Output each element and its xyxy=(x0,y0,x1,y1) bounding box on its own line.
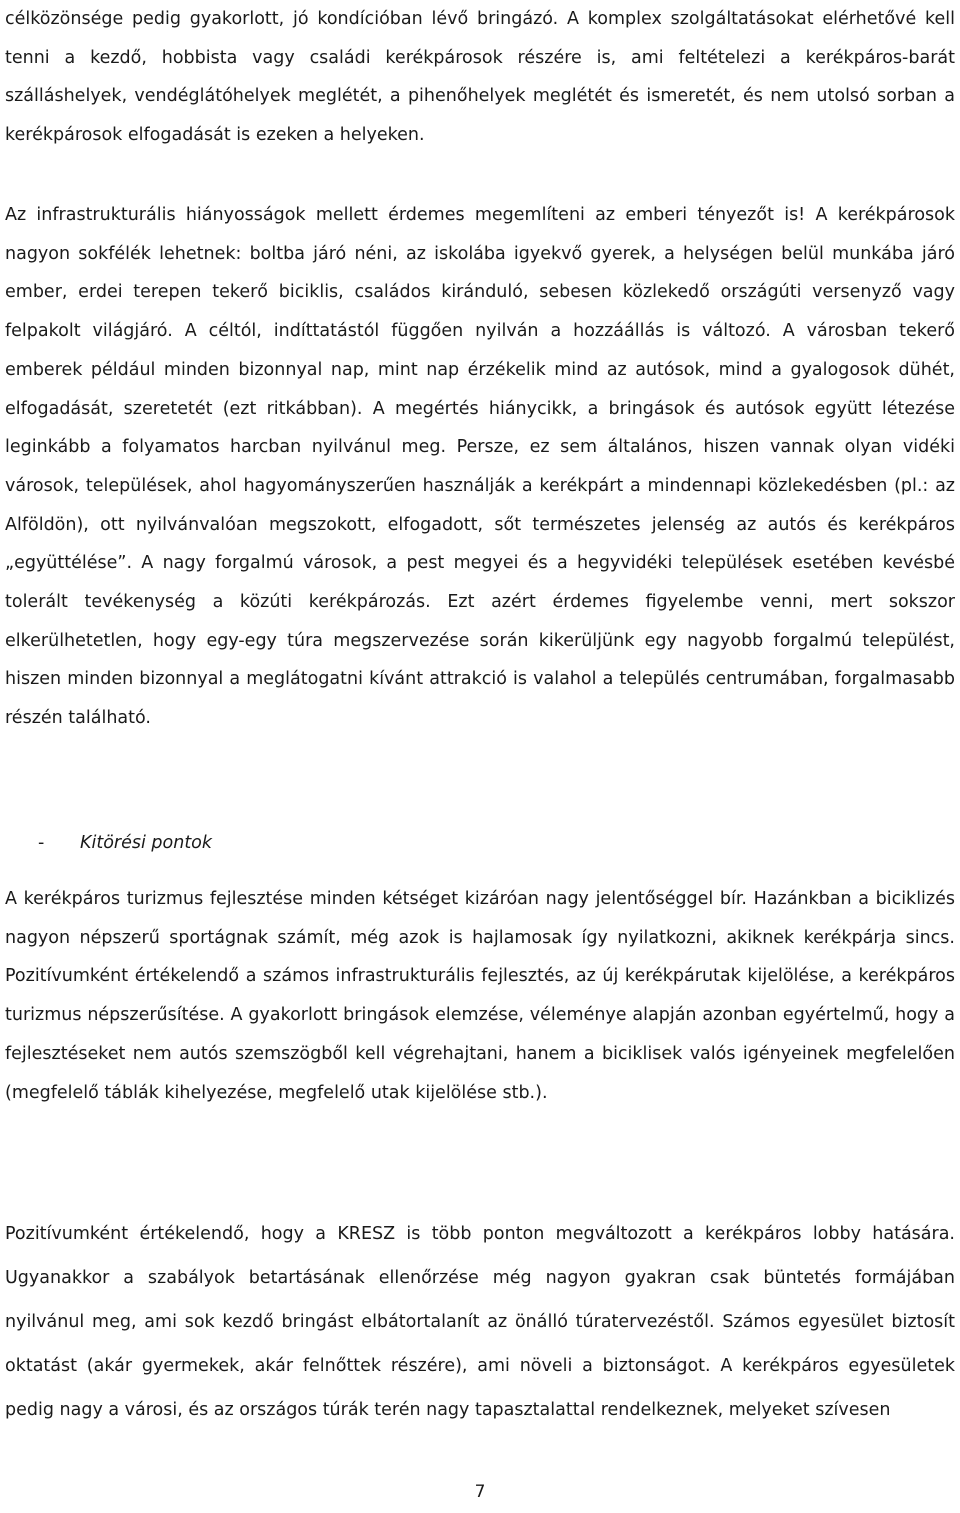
page-number: 7 xyxy=(474,1482,486,1502)
list-item-breakout-points xyxy=(38,828,212,858)
paragraph-human-factor: Az infrastrukturális hiányosságok mellett érdemes megemlíteni az emberi tényezőt is! A kerékpárosok nagyon sokfélék lehetnek: boltba járó néni, az iskolába igyekvő gyerek, a helységen belül munkába járó ember, erdei terepen tekerő biciklis, családos kiránduló, sebesen közlekedő országúti versenyző vagy felpakolt világjáró. A céltól, indíttatástól függően nyilván a hozzáállás is változó. A városban tekerő emberek például minden bizonnyal nap, mint nap érzékelik mind az autósok, mind a gyalogosok dühét, elfogadását, szeretetét (ezt ritkábban). A megértés hiánycikk, a bringások és autósok együtt létezése leginkább a folyamatos harcban nyilvánul meg. Persze, ez sem általános, hiszen vannak olyan vidéki városok, települések, ahol hagyományszerűen használják a kerékpárt a mindennapi közlekedésben (pl.: az Alföldön), ott nyilvánvalóan megszokott, elfogadott, sőt természetes jelenség az autós és kerékpáros „együttélése”. A nagy forgalmú városok, a pest megyei és a hegyvidéki települések esetében kevésbé tolerált tevékenység a közúti kerékpározás. Ezt azért érdemes figyelembe venni, mert sokszor elkerülhetetlen, hogy egy-egy túra megszervezése során kikerüljünk egy nagyobb forgalmú települést, hiszen minden bizonnyal a meglátogatni kívánt attrakció is valahol a település centrumában, forgalmasabb részén található. xyxy=(5,205,955,729)
list-dash-marker: - xyxy=(38,833,45,853)
paragraph-development: A kerékpáros turizmus fejlesztése minden kétséget kizáróan nagy jelentőséggel bír. Hazánkban a biciklizés nagyon népszerű sportágnak számít, még azok is hajlamosak így nyilatkozni, akiknek kerékpárja sincs. Pozitívumként értékelendő a számos infrastrukturális fejlesztés, az új kerékpárutak kijelölése, a kerékpáros turizmus népszerűsítése. A gyakorlott bringások elemzése, véleménye alapján azonban egyértelmű, hogy a fejlesztéseket nem autós szemszögből kell végrehajtani, hanem a biciklisek valós igényeinek megfelelően (megfelelő táblák kihelyezése, megfelelő utak kijelölése stb.). xyxy=(5,889,955,1103)
paragraph-target-audience: célközönsége pedig gyakorlott, jó kondícióban lévő bringázó. A komplex szolgáltatásokat elérhetővé kell tenni a kezdő, hobbista vagy családi kerékpárosok részére is, ami feltételezi a kerékpáros-barát szálláshelyek, vendéglátóhelyek meglétét, a pihenőhelyek meglétét és ismeretét, és nem utolsó sorban a kerékpárosok elfogadását is ezeken a helyeken. xyxy=(5,9,955,146)
list-item-label: Kitörési pontok xyxy=(80,833,213,853)
paragraph-kresz: Pozitívumként értékelendő, hogy a KRESZ is több ponton megváltozott a kerékpáros lobby hatására. Ugyanakkor a szabályok betartásának ellenőrzése még nagyon gyakran csak büntetés formájában nyilvánul meg, ami sok kezdő bringást elbátortalanít az önálló túratervezéstől. Számos egyesület biztosít oktatást (akár gyermekek, akár felnőttek részére), ami növeli a biztonságot. A kerékpáros egyesületek pedig nagy a városi, és az országos túrák terén nagy tapasztalattal rendelkeznek, melyeket szívesen xyxy=(5,1224,955,1420)
